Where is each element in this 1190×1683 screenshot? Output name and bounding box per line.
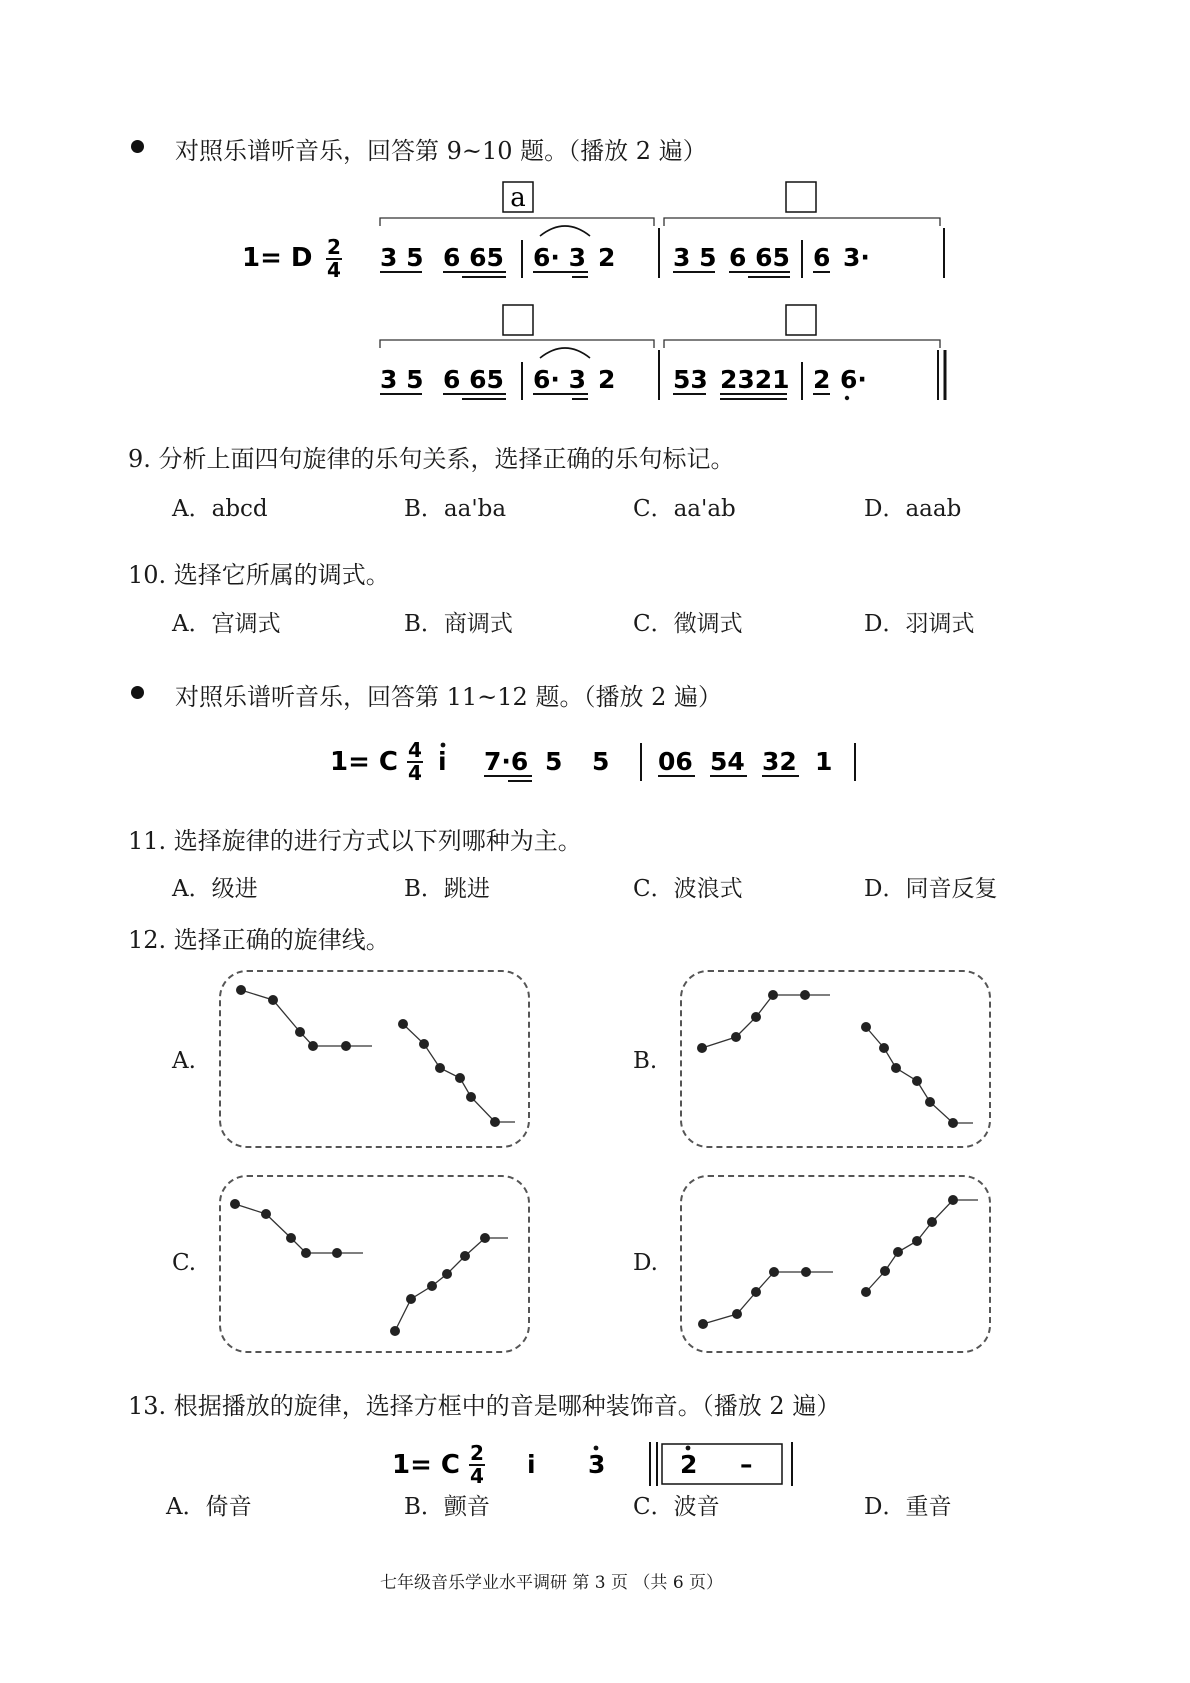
note-group: 2321 [720, 365, 790, 394]
note-group: 2 [598, 243, 616, 272]
page-footer: 七年级音乐学业水平调研 第 3 页 （共 6 页） [380, 1573, 724, 1593]
question-13-option-a[interactable]: A．倚音 [166, 1494, 252, 1520]
note-group: 6· [840, 365, 867, 394]
question-12-option-b-label[interactable]: B. [633, 1048, 658, 1074]
question-10-stem: 10. 选择它所属的调式。 [128, 561, 390, 589]
question-12-option-a-label[interactable]: A. [172, 1048, 196, 1074]
note: 1 [815, 747, 833, 776]
question-9-option-c[interactable]: C．aa'ab [633, 496, 736, 522]
time-signature-bottom: 4 [470, 1464, 484, 1488]
note-group: 2 [598, 365, 616, 394]
question-10-option-c[interactable]: C．徵调式 [633, 611, 743, 637]
note: i [438, 747, 447, 776]
note: 32 [762, 747, 797, 776]
question-12-option-d-label[interactable]: D. [633, 1250, 658, 1276]
slur [540, 226, 590, 236]
note-group: 3 5 [380, 365, 424, 394]
question-11-option-a[interactable]: A．级进 [172, 876, 258, 902]
note: 5 [545, 747, 563, 776]
question-12-stem: 12. 选择正确的旋律线。 [128, 926, 390, 954]
time-signature-top: 4 [408, 738, 422, 762]
score-section1 [0, 170, 1190, 420]
question-11-option-d[interactable]: D．同音反复 [864, 876, 998, 902]
time-signature-top: 2 [470, 1441, 484, 1465]
key-signature: 1= D [242, 243, 313, 273]
phrase-bracket [664, 218, 940, 226]
question-13-option-b[interactable]: B．颤音 [404, 1494, 490, 1520]
phrase-bracket [664, 340, 940, 348]
question-11-stem: 11. 选择旋律的进行方式以下列哪种为主。 [128, 827, 582, 855]
note: 54 [710, 747, 745, 776]
question-13-option-c[interactable]: C．波音 [633, 1494, 720, 1520]
note-group: 6· 3 [533, 243, 586, 272]
phrase-box-4 [786, 305, 816, 335]
note-group: 6 [813, 243, 831, 272]
section1-intro: 对照乐谱听音乐，回答第 9~10 题。（播放 2 遍） [175, 137, 707, 165]
time-signature-top: 2 [327, 235, 341, 259]
phrase-box-a-label: a [510, 183, 526, 213]
question-9-stem: 9. 分析上面四句旋律的乐句关系，选择正确的乐句标记。 [128, 445, 735, 473]
question-13-stem: 13. 根据播放的旋律，选择方框中的音是哪种装饰音。（播放 2 遍） [128, 1392, 841, 1420]
question-13-option-d[interactable]: D．重音 [864, 1494, 952, 1520]
note-group: 3· [843, 243, 870, 272]
melody-line-figures [0, 960, 1190, 1380]
note-group: 6· 3 [533, 365, 586, 394]
note: i [527, 1450, 536, 1479]
note-group: 3 5 [380, 243, 424, 272]
note: 06 [658, 747, 693, 776]
note: 7·6 [484, 747, 529, 776]
phrase-bracket [380, 340, 654, 348]
key-signature: 1= C [392, 1450, 461, 1480]
note-group: 6 65 [443, 243, 504, 272]
note-group: 2 [813, 365, 831, 394]
question-9-option-b[interactable]: B．aa'ba [404, 496, 507, 522]
phrase-box-2 [786, 182, 816, 212]
question-9-option-d[interactable]: D．aaab [864, 496, 962, 522]
question-11-option-c[interactable]: C．波浪式 [633, 876, 743, 902]
slur [540, 348, 590, 358]
question-9-option-a[interactable]: A．abcd [172, 496, 268, 522]
question-10-option-b[interactable]: B．商调式 [404, 611, 513, 637]
phrase-bracket [380, 218, 654, 226]
key-signature: 1= C [330, 747, 399, 777]
bullet-icon [131, 140, 144, 153]
note: 2 [680, 1450, 698, 1479]
note-group: 3 5 [673, 243, 717, 272]
question-11-option-b[interactable]: B．跳进 [404, 876, 490, 902]
note-group: 6 65 [443, 365, 504, 394]
question-10-option-a[interactable]: A．宫调式 [172, 611, 281, 637]
score-section2 [0, 725, 1190, 805]
note: 3 [588, 1450, 606, 1479]
note-group: 53 [673, 365, 708, 394]
question-12-option-c-label[interactable]: C. [172, 1250, 197, 1276]
note-group: 6 65 [729, 243, 790, 272]
note: 5 [592, 747, 610, 776]
bullet-icon [131, 686, 144, 699]
note: – [740, 1450, 753, 1479]
time-signature-bottom: 4 [327, 258, 341, 282]
time-signature-bottom: 4 [408, 761, 422, 785]
phrase-box-3 [503, 305, 533, 335]
question-10-option-d[interactable]: D．羽调式 [864, 611, 975, 637]
section2-intro: 对照乐谱听音乐，回答第 11~12 题。（播放 2 遍） [175, 683, 722, 711]
